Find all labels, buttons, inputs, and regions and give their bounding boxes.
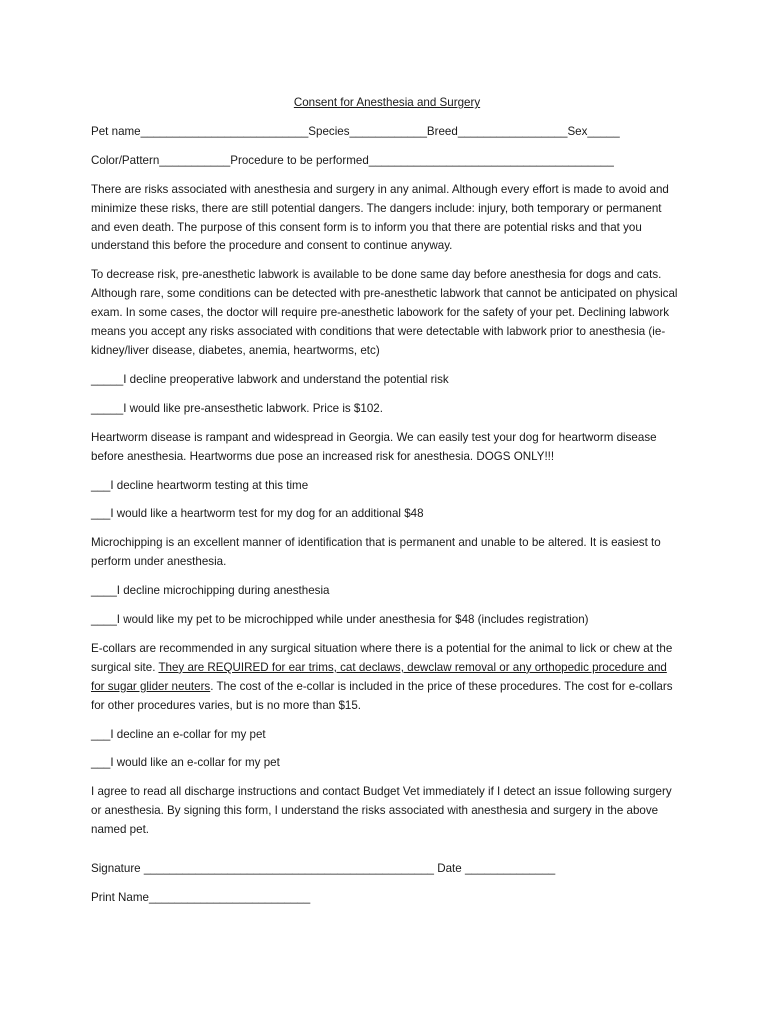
accept-microchip-option: ____I would like my pet to be microchipped while under anesthesia for $48 (includes registration) [91,613,589,627]
decline-microchip-option: ____I decline microchipping during anesthesia [91,584,330,598]
ecollar-cost-text: . The cost of the e-collar is included in the price of these procedures. The cost for e-collars for other procedures varies, but is no more than $15. [91,679,673,712]
risks-paragraph: There are risks associated with anesthesia and surgery in any animal. Although every effort is made to avoid and minimize these risks, there are still potential dangers. The dangers include: injury, both temporary or permanent and even death. The purpose of this consent form is to inform you that there are potential risks and that you understand this before the procedure and consent to continue anyway. [91,182,669,253]
document-title: Consent for Anesthesia and Surgery [293,96,481,109]
labwork-paragraph: To decrease risk, pre-anesthetic labwork is available to be done same day before anesthesia for dogs and cats. Although rare, some conditions can be detected with pre-anesthetic labwork that cannot be anticipated on physical exam. In some cases, the doctor will require pre-anesthetic labowork for the safety of your pet. Declining labwork means you accept any risks associated with conditions that were detectable with labwork prior to anesthesia (ie-kidney/liver disease, diabetes, anemia, heartworms, etc) [91,268,678,357]
decline-labwork-option: _____I decline preoperative labwork and understand the potential risk [91,372,449,386]
consent-form-page [91,94,683,918]
accept-labwork-option: _____I would like pre-ansesthetic labwork. Price is $102. [91,401,383,415]
decline-heartworm-option: ___I decline heartworm testing at this time [91,478,309,492]
heartworm-paragraph: Heartworm disease is rampant and widespread in Georgia. We can easily test your dog for heartworm disease before anesthesia. Heartworms due pose an increased risk for anesthesia. DOGS ONLY!!! [91,430,657,463]
ecollar-intro-text: E-collars are recommended in any surgical situation where there is a potential for the animal to lick or chew at the surgical site. [91,641,673,674]
ecollar-paragraph [91,640,683,716]
ecollar-required-text: They are REQUIRED for ear trims, cat declaws, dewclaw removal or any orthopedic procedure and for sugar glider neuters [91,660,667,693]
decline-ecollar-option: ___I decline an e-collar for my pet [91,727,266,741]
agreement-paragraph: I agree to read all discharge instructions and contact Budget Vet immediately if I detect an issue following surgery or anesthesia. By signing this form, I understand the risks associated with anesthesia and surgery in the above named pet. [91,785,672,837]
microchip-paragraph: Microchipping is an excellent manner of identification that is permanent and unable to be altered. It is easiest to perform under anesthesia. [91,536,661,569]
procedure-fields: Color/Pattern___________Procedure to be performed______________________________________ [91,153,614,167]
accept-heartworm-option: ___I would like a heartworm test for my dog for an additional $48 [91,507,424,521]
signature-date-line: Signature _____________________________________________ Date ______________ [91,862,556,876]
print-name-line: Print Name_________________________ [91,891,311,904]
pet-info-fields: Pet name__________________________Species____________Breed_________________Sex_____ [91,124,620,138]
accept-ecollar-option: ___I would like an e-collar for my pet [91,756,280,770]
